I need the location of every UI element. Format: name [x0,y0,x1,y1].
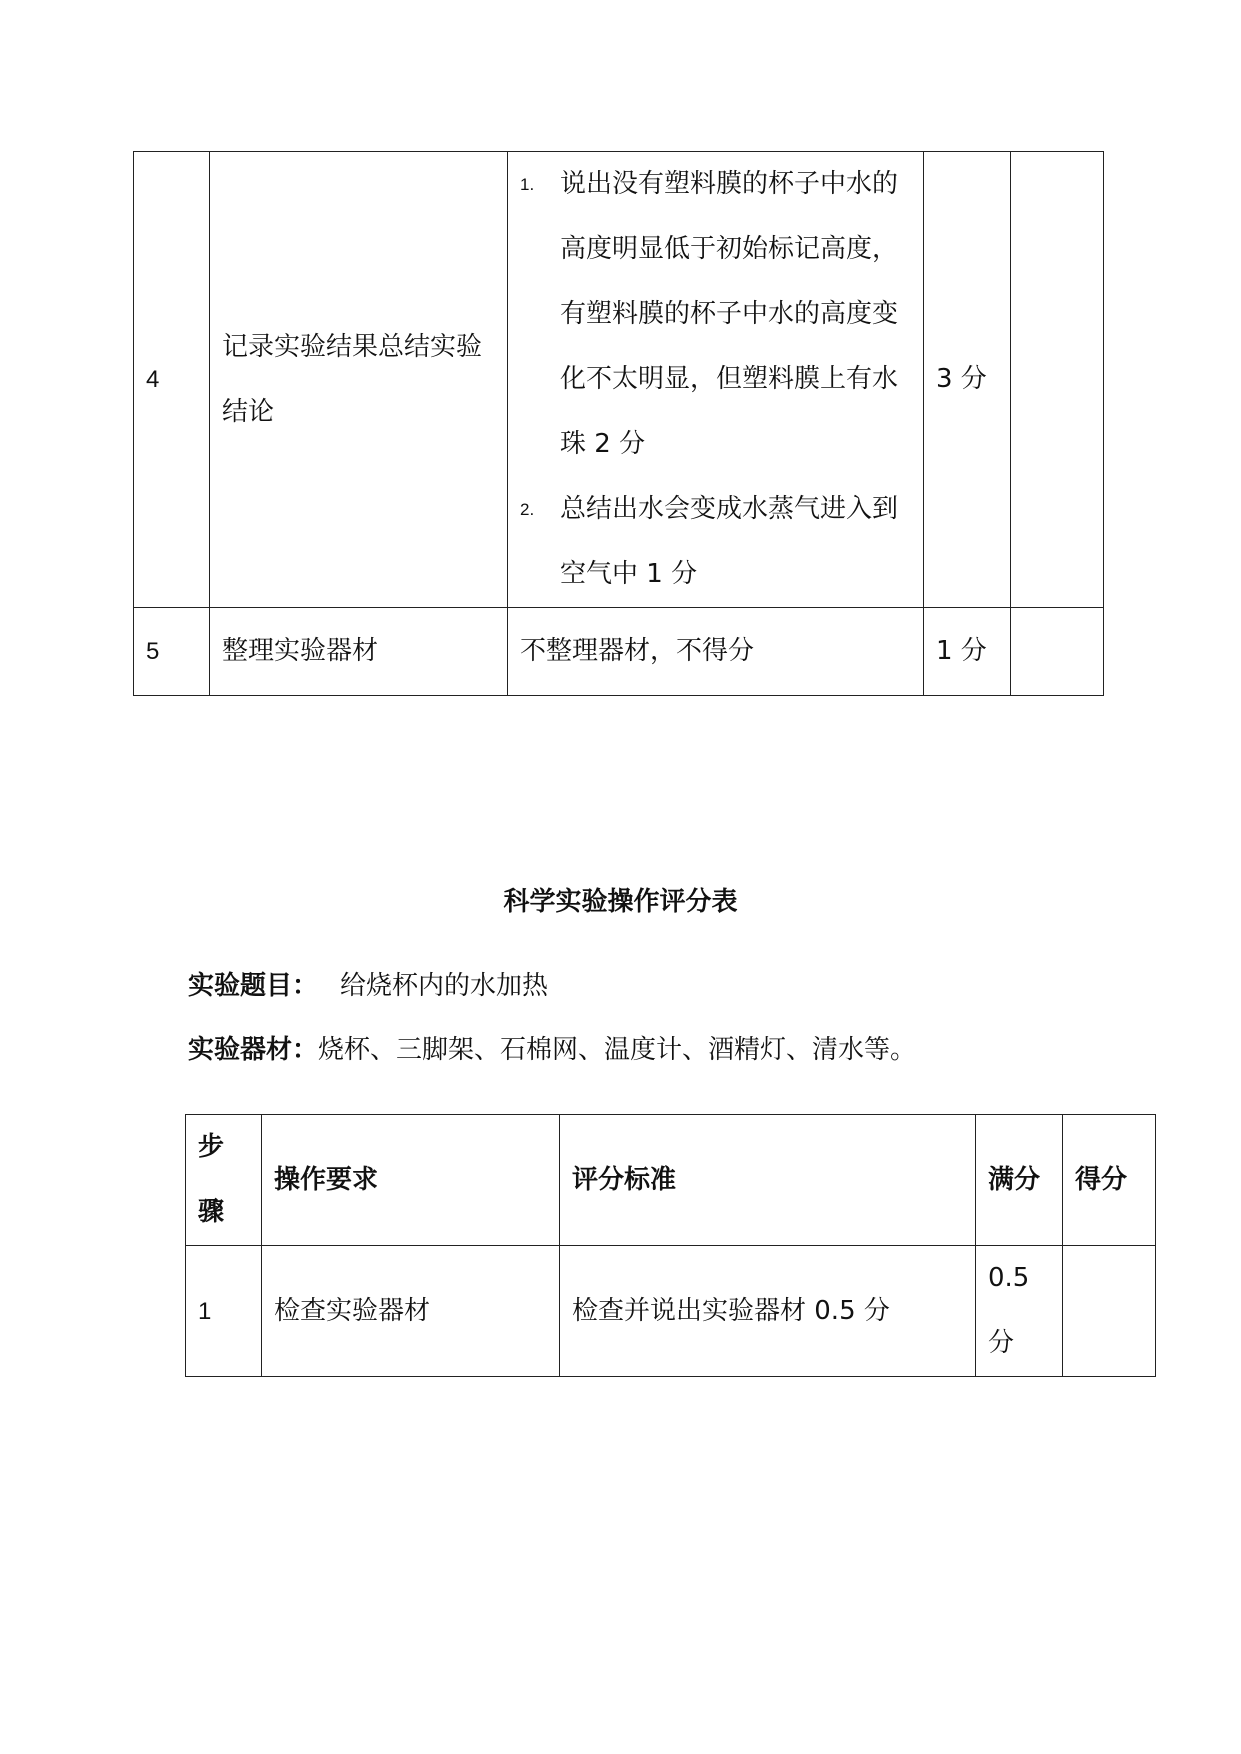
requirement-cell: 整理实验器材 [210,608,508,696]
table-row [186,1246,1156,1377]
page-title: 科学实验操作评分表 [503,887,738,917]
materials-label: 实验器材： [188,1035,319,1065]
score-cell [1011,152,1104,608]
criteria-text: 说出没有塑料膜的杯子中水的高度明显低于初始标记高度，有塑料膜的杯子中水的高度变化不太明显，但塑料膜上有水珠 2 分 [560,169,899,459]
requirement-cell: 记录实验结果总结实验结论 [210,152,508,608]
criteria-text: 总结出水会变成水蒸气进入到空气中 1 分 [560,494,899,589]
criteria-cell: 检查并说出实验器材 0.5 分 [560,1246,976,1377]
criteria-cell [508,152,924,608]
table-row [134,152,1104,608]
table-header-row [186,1115,1156,1246]
full-score-cell: 1 分 [924,608,1011,696]
score-cell [1011,608,1104,696]
scoring-table [185,1114,1156,1377]
list-marker: 1. [520,175,535,194]
experiment-materials [188,1030,916,1070]
experiment-subject [188,966,548,1006]
materials-value: 烧杯、三脚架、石棉网、温度计、酒精灯、清水等。 [318,1035,917,1065]
criteria-list [520,152,911,607]
requirement-cell: 检查实验器材 [262,1246,560,1377]
header-requirement: 操作要求 [262,1115,560,1246]
list-marker: 2. [520,500,535,519]
criteria-item [520,477,911,607]
header-criteria: 评分标准 [560,1115,976,1246]
step-cell: 5 [134,608,210,696]
criteria-cell: 不整理器材，不得分 [508,608,924,696]
header-full-score: 满分 [976,1115,1063,1246]
table-row [134,608,1104,696]
score-cell [1063,1246,1156,1377]
full-score-cell: 0.5 分 [976,1246,1063,1377]
step-cell: 4 [134,152,210,608]
subject-value: 给烧杯内的水加热 [340,971,549,1001]
header-step: 步骤 [186,1115,262,1246]
full-score-cell: 3 分 [924,152,1011,608]
criteria-item [520,152,911,477]
scoring-table-continued [133,151,1104,696]
subject-label: 实验题目： [188,971,319,1001]
step-cell: 1 [186,1246,262,1377]
header-score: 得分 [1063,1115,1156,1246]
